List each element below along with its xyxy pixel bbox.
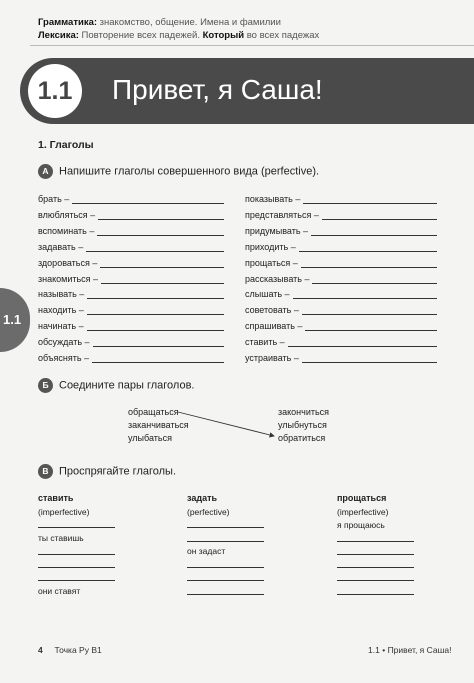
task-a-instruction: Напишите глаголы совершенного вида (perfective). [59,165,320,178]
verb-label: представляться – [245,209,319,220]
answer-line[interactable] [337,541,414,542]
task-c-badge: В [38,464,53,479]
match-right-1: закончиться [278,407,330,417]
verb-label: показывать – [245,194,301,204]
lexis-label: Лексика: [38,30,79,41]
verb-label: обсуждать – [38,337,90,348]
verb-label: знакомиться – [38,273,99,284]
lexis-text-1: Повторение всех падежей. [81,30,200,41]
footer-chapter-title: Привет, я Саша! [387,645,452,655]
verb-label: рассказывать – [245,273,310,284]
verb-label: здороваться – [38,257,98,268]
answer-line[interactable] [187,580,264,581]
task-c-heading [38,464,176,479]
verb-label: вспоминать – [38,225,95,236]
book-title: Точка Ру B1 [54,645,102,655]
verb-label: ставить – [245,337,285,348]
verb-label: называть – [38,289,85,300]
answer-line[interactable] [337,580,414,581]
match-left-2: заканчиваться [128,420,189,430]
side-tab: 1.1 [0,288,30,352]
col1-form-ty: ты ставишь [38,533,84,543]
lesson-title: Привет, я Саша! [112,74,323,105]
col3-verb: прощаться [337,493,387,503]
task-b-instruction: Соедините пары глаголов. [59,379,195,392]
verb-label: брать – [38,194,70,204]
verb-label: прощаться – [245,257,298,268]
match-left-1: обращаться [128,407,179,417]
answer-line[interactable] [337,567,414,568]
verb-label: задавать – [38,241,84,252]
verb-label: спрашивать – [245,321,303,332]
col1-form-oni: они ставят [38,586,81,596]
answer-line[interactable] [187,567,264,568]
answer-line[interactable] [337,554,414,555]
page-footer-left [38,645,102,655]
col2-verb: задать [187,493,218,503]
task-b-badge: Б [38,378,53,393]
col1-aspect: (imperfective) [38,507,90,517]
task-c-instruction: Проспрягайте глаголы. [59,465,177,478]
col3-aspect: (imperfective) [337,507,389,517]
verb-label: слышать – [245,289,290,300]
answer-line[interactable] [187,594,264,595]
col1-verb: ставить [38,493,74,503]
footer-bullet: • [382,645,386,655]
answer-line[interactable] [187,527,264,528]
col3-form-ya: я прощаюсь [337,520,385,530]
answer-line[interactable] [38,554,115,555]
match-right-2: улыбнуться [278,420,327,430]
verb-label: влюбляться – [38,209,96,220]
page-number: 4 [38,645,43,655]
col2-aspect: (perfective) [187,507,230,517]
answer-line[interactable] [38,580,115,581]
answer-line[interactable] [38,527,115,528]
verb-label: объяснять – [38,353,90,363]
answer-line[interactable] [337,594,414,595]
verb-label: начинать – [38,321,84,332]
lesson-number: 1.1 [28,64,82,118]
verb-label: приходить – [245,241,296,252]
match-right-3: обратиться [278,433,326,443]
section-title: 1. Глаголы [38,139,94,151]
lexis-text-2: во всех падежах [246,30,320,41]
verb-label: советовать – [245,305,299,316]
verb-label: находить – [38,305,84,316]
lexis-bold-word: Который [202,30,245,41]
verb-label: устраивать – [245,353,299,363]
verb-label: придумывать – [245,225,309,236]
grammar-text: знакомство, общение. Имена и фамилии [99,17,281,28]
footer-chapter: 1.1 [368,645,380,655]
page-footer-right [368,645,452,655]
grammar-label: Грамматика: [38,17,98,28]
answer-line[interactable] [38,567,115,568]
match-left-3: улыбаться [128,433,172,443]
answer-line[interactable] [187,541,264,542]
col2-form-on: он задаст [187,546,226,556]
task-a-badge: А [38,164,53,179]
